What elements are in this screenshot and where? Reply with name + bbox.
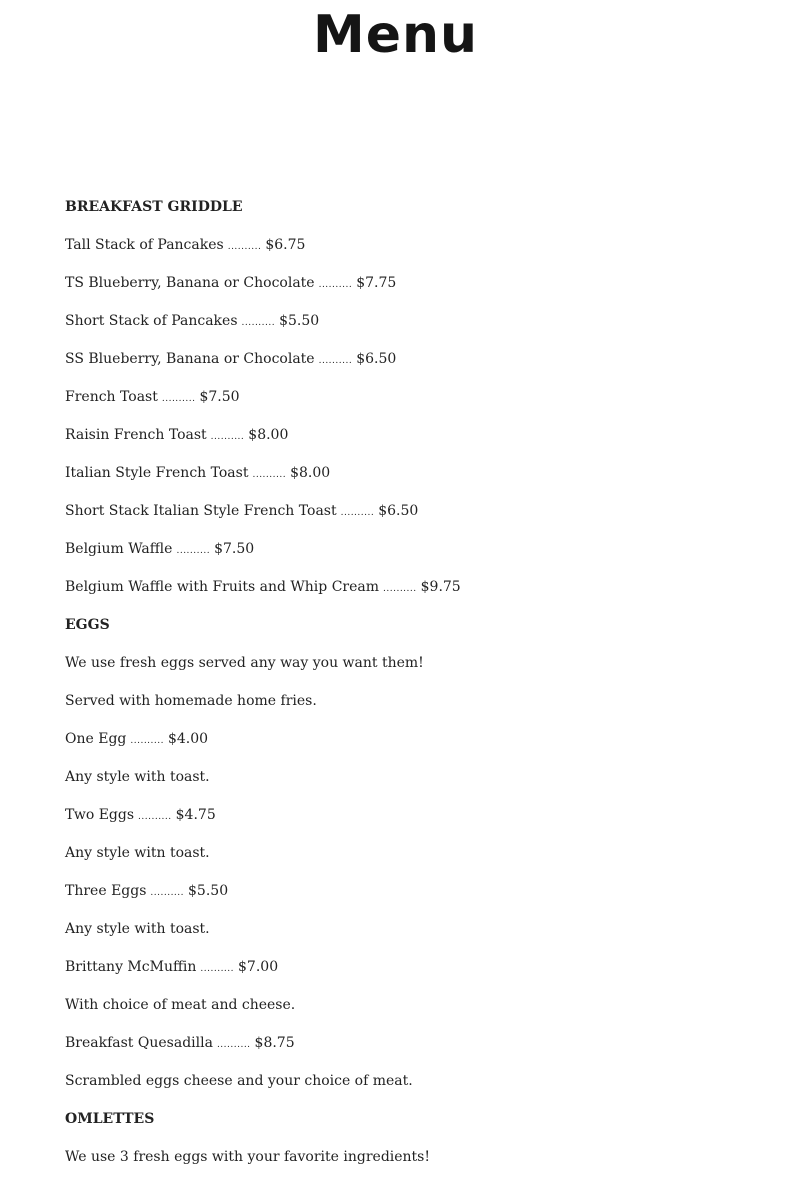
menu-item-name: SS Blueberry, Banana or Chocolate: [65, 351, 315, 367]
menu-item-price: $5.50: [188, 883, 229, 899]
dot-leader: ..........: [210, 432, 245, 442]
menu-item-name: Belgium Waffle with Fruits and Whip Cream: [65, 579, 380, 595]
dot-leader: ..........: [340, 508, 375, 518]
menu-item-name: Brittany McMuffin: [65, 959, 197, 975]
menu-item-name: Raisin French Toast: [65, 427, 207, 443]
menu-item-price: $8.00: [290, 465, 331, 481]
menu-description: We use 3 fresh eggs with your favorite ingredients!: [65, 1149, 430, 1165]
menu-item-name: TS Blueberry, Banana or Chocolate: [65, 275, 315, 291]
menu-item: [65, 1031, 745, 1069]
menu-item-name: One Egg: [65, 731, 127, 747]
menu-item: [65, 347, 745, 385]
menu-item-name: Breakfast Quesadilla: [65, 1035, 213, 1051]
menu-item: [65, 271, 745, 309]
menu-item-price: $8.75: [254, 1035, 295, 1051]
section-heading: OMLETTES: [65, 1111, 155, 1127]
menu-item-name: Short Stack Italian Style French Toast: [65, 503, 337, 519]
menu-item-price: $8.00: [248, 427, 289, 443]
menu-item: [65, 309, 745, 347]
menu-item-price: $4.75: [175, 807, 216, 823]
section-heading: BREAKFAST GRIDDLE: [65, 199, 243, 215]
menu-item-price: $4.00: [167, 731, 209, 747]
dot-leader: ..........: [138, 812, 172, 822]
dot-leader: ..........: [200, 964, 235, 974]
menu-item-price: $7.50: [199, 389, 240, 405]
menu-item: [65, 537, 745, 575]
dot-leader: ..........: [318, 356, 353, 366]
dot-leader: ..........: [227, 242, 262, 252]
menu-item: [65, 385, 745, 423]
menu-item-price: $6.50: [356, 351, 397, 367]
menu-item: [65, 727, 745, 765]
menu-item: [65, 423, 745, 461]
menu-item: [65, 575, 745, 613]
menu-item: [65, 803, 745, 841]
menu-description: Any style with toast.: [65, 769, 210, 785]
dot-leader: ..........: [176, 546, 211, 556]
dot-leader: ..........: [241, 318, 276, 328]
page-title: Menu: [312, 5, 479, 65]
menu-description: With choice of meat and cheese.: [65, 997, 296, 1013]
dot-leader: ..........: [383, 584, 417, 594]
menu-item-name: Two Eggs: [65, 807, 135, 823]
menu-content: [65, 195, 745, 1183]
dot-leader: ..........: [150, 888, 185, 898]
menu-item-price: $6.75: [265, 237, 306, 253]
menu-item-name: Three Eggs: [65, 883, 147, 899]
dot-leader: ..........: [318, 280, 353, 290]
dot-leader: ..........: [216, 1040, 251, 1050]
section-heading: EGGS: [65, 617, 110, 633]
menu-item: [65, 233, 745, 271]
menu-item: [65, 461, 745, 499]
menu-item-name: French Toast: [65, 389, 158, 405]
menu-item: [65, 499, 745, 537]
menu-item-price: $7.00: [238, 959, 279, 975]
menu-item-name: Short Stack of Pancakes: [65, 313, 238, 329]
menu-description: We use fresh eggs served any way you want them!: [65, 655, 424, 671]
menu-item: [65, 955, 745, 993]
menu-item-price: $9.75: [420, 579, 461, 595]
menu-item: [65, 879, 745, 917]
dot-leader: ..........: [252, 470, 287, 480]
menu-description: Any style witn toast.: [65, 845, 210, 861]
menu-item-price: $5.50: [279, 313, 320, 329]
menu-item-name: Italian Style French Toast: [65, 465, 249, 481]
menu-description: Served with homemade home fries.: [65, 693, 317, 709]
menu-item-price: $7.75: [356, 275, 397, 291]
menu-description: Scrambled eggs cheese and your choice of meat.: [65, 1073, 413, 1089]
menu-description: Any style with toast.: [65, 921, 210, 937]
dot-leader: ..........: [130, 736, 164, 746]
dot-leader: ..........: [161, 394, 196, 404]
menu-item-name: Belgium Waffle: [65, 541, 173, 557]
menu-item-price: $6.50: [378, 503, 419, 519]
menu-item-price: $7.50: [214, 541, 255, 557]
menu-item-name: Tall Stack of Pancakes: [65, 237, 224, 253]
